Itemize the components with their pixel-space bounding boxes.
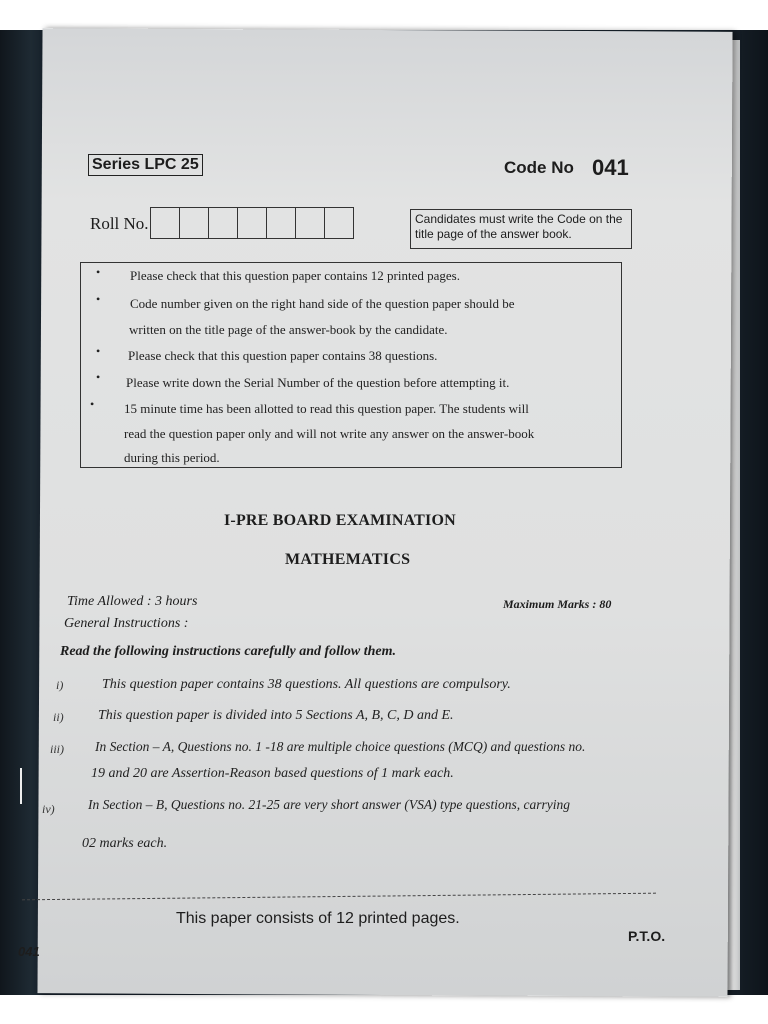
candidates-note	[410, 209, 632, 249]
roll-number-box[interactable]	[237, 207, 267, 239]
series-label: Series LPC 25	[88, 154, 203, 176]
instruction-text: This question paper contains 38 questions. All questions are compulsory.	[102, 677, 511, 692]
instruction-text: In Section – A, Questions no. 1 -18 are multiple choice questions (MCQ) and questions no.	[95, 739, 586, 754]
code-label: Code No	[504, 158, 574, 177]
bullet: •	[96, 265, 101, 279]
instruction-text: 19 and 20 are Assertion-Reason based questions of 1 mark each.	[91, 766, 454, 781]
notice-line: Please check that this question paper contains 38 questions.	[128, 348, 438, 363]
notice-line: 15 minute time has been allotted to read this question paper. The students will	[124, 401, 529, 416]
general-instructions-heading: General Instructions :	[64, 616, 189, 631]
bullet: •	[96, 370, 101, 384]
pto-label: P.T.O.	[628, 928, 666, 944]
footer-code: 041	[18, 944, 40, 959]
roll-number-label: Roll No.	[90, 214, 149, 233]
instruction-text: 02 marks each.	[82, 836, 168, 851]
roll-number-box[interactable]	[179, 207, 209, 239]
bullet: •	[90, 397, 95, 411]
candidates-note-line: title page of the answer book.	[415, 227, 572, 241]
code-number: 041	[592, 155, 629, 180]
maximum-marks: Maximum Marks : 80	[503, 597, 612, 611]
notice-line: read the question paper only and will not write any answer on the answer-book	[124, 426, 535, 441]
read-instructions-line: Read the following instructions carefully and follow them.	[60, 644, 397, 659]
notice-line: during this period.	[124, 450, 220, 465]
notice-line: written on the title page of the answer-book by the candidate.	[129, 322, 448, 337]
roll-number-boxes[interactable]	[151, 207, 354, 239]
roll-number-box[interactable]	[295, 207, 325, 239]
pages-note: This paper consists of 12 printed pages.	[176, 910, 460, 927]
bullet: •	[96, 344, 101, 358]
notice-line: Code number given on the right hand side of the question paper should be	[130, 296, 515, 311]
subject-title: MATHEMATICS	[285, 551, 411, 568]
instruction-number: ii)	[53, 710, 64, 724]
roll-number-box[interactable]	[208, 207, 238, 239]
roll-number-box[interactable]	[150, 207, 180, 239]
instruction-number: i)	[56, 678, 64, 692]
roll-number-box[interactable]	[266, 207, 296, 239]
notice-line: Please check that this question paper contains 12 printed pages.	[130, 268, 460, 283]
candidates-note-line: Candidates must write the Code on the	[415, 212, 623, 226]
notice-line: Please write down the Serial Number of the question before attempting it.	[126, 375, 510, 390]
instruction-text: This question paper is divided into 5 Sections A, B, C, D and E.	[98, 708, 454, 723]
exam-title: I-PRE BOARD EXAMINATION	[224, 512, 456, 529]
instruction-text: In Section – B, Questions no. 21-25 are very short answer (VSA) type questions, carrying	[88, 797, 571, 812]
time-allowed: Time Allowed : 3 hours	[67, 594, 198, 609]
bullet: •	[96, 292, 101, 306]
instruction-number: iv)	[42, 802, 55, 816]
margin-mark	[20, 768, 22, 804]
roll-number-box[interactable]	[324, 207, 354, 239]
instruction-number: iii)	[50, 742, 64, 756]
